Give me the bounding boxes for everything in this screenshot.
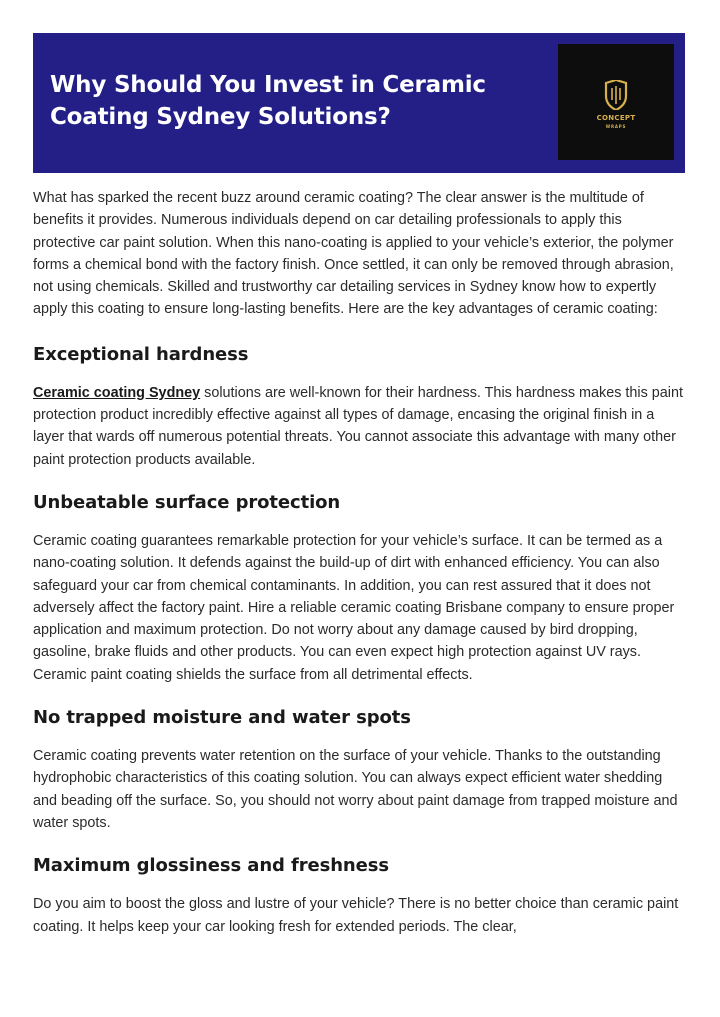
ceramic-coating-sydney-link[interactable]: Ceramic coating Sydney bbox=[33, 384, 201, 401]
logo-name: CONCEPT bbox=[596, 114, 636, 122]
logo bbox=[558, 44, 674, 160]
section-heading-moisture: No trapped moisture and water spots bbox=[33, 707, 411, 729]
title-banner bbox=[33, 33, 685, 173]
section-text-hardness: solutions are well-known for their hardness. This hardness makes this paint protection product incredibly effective against all types of damage, encasing the original finish in a layer that wards off numerous potential threats. You cannot associate this advantage with many other paint protection products available. bbox=[33, 384, 684, 468]
shield-icon bbox=[604, 80, 628, 110]
article-body bbox=[33, 187, 688, 938]
section-heading-gloss: Maximum glossiness and freshness bbox=[33, 855, 389, 877]
section-paragraph-gloss: Do you aim to boost the gloss and lustre of your vehicle? There is no better choice than ceramic paint coating. It helps keep your car looking fresh for extended periods. The clear, bbox=[33, 896, 679, 935]
section-heading-hardness: Exceptional hardness bbox=[33, 343, 249, 365]
section-paragraph-protection: Ceramic coating guarantees remarkable protection for your vehicle’s surface. It can be termed as a nano-coating solution. It defends against the build-up of dirt with enhanced efficiency. You can also safeguard your car from chemical contaminants. In addition, you can rest assured that it does not adversely affect the factory paint. Hire a reliable ceramic coating Brisbane company to ensure proper application and maximum protection. Do not worry about any damage caused by bird dropping, gasoline, brake fluids and other products. You can even expect high protection against UV rays. Ceramic paint coating shields the surface from all detrimental effects. bbox=[33, 532, 675, 683]
section-paragraph-hardness bbox=[33, 382, 688, 471]
logo-subtitle: WRAPS bbox=[605, 124, 627, 129]
section-paragraph-moisture: Ceramic coating prevents water retention on the surface of your vehicle. Thanks to the outstanding hydrophobic characteristics of this coating solution. You can always expect efficient water shedding and beading off the surface. So, you should not worry about paint damage from trapped moisture and water spots. bbox=[33, 748, 678, 831]
intro-paragraph: What has sparked the recent buzz around ceramic coating? The clear answer is the multitude of benefits it provides. Numerous individuals depend on car detailing professionals to apply this protective car paint solution. When this nano-coating is applied to your vehicle’s exterior, the polymer forms a chemical bond with the factory finish. Once settled, it can only be removed through abrasion, not using chemicals. Skilled and trustworthy car detailing services in Sydney know how to expertly apply this coating to ensure long-lasting benefits. Here are the key advantages of ceramic coating: bbox=[33, 190, 674, 318]
section-heading-protection: Unbeatable surface protection bbox=[33, 491, 341, 513]
page-title: Why Should You Invest in Ceramic Coating Sydney Solutions? bbox=[50, 72, 486, 130]
